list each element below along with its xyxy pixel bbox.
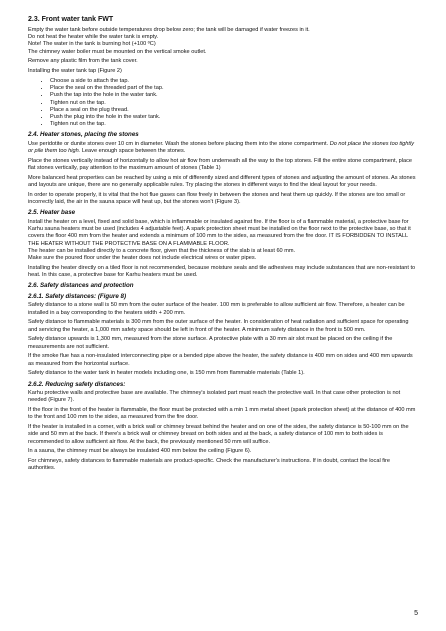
paragraph: Installing the water tank tap (Figure 2): [28, 68, 122, 75]
paragraph: Safety distance to flammable materials is 300 mm from the outer surface of the heater. In consideration of heat radiation and sufficient space for operating and servicing the heater, a 1,000 mm safety space should be left in front of the heater. A minimum safety distance in the front is 500 mm.: [28, 319, 409, 333]
list-item: • Tighten nut on the tap.: [50, 100, 418, 107]
list-item: • Tighten nut on the tap.: [50, 121, 418, 128]
section-heading: 2.3. Front water tank FWT: [28, 16, 114, 23]
warning-paragraph: [28, 27, 418, 56]
subsection-heading: 2.6.2. Reducing safety distances:: [28, 380, 126, 388]
section-heading: 2.6. Safety distances and protection: [28, 282, 134, 290]
list-item: • Push the plug into the hole in the water tank.: [50, 114, 418, 121]
list-item: • Place the seal on the threaded part of the tap.: [50, 85, 418, 92]
paragraph: [28, 141, 418, 155]
page-number: 5: [414, 609, 418, 617]
text-line: Empty the water tank before outside temperatures drop below zero; the tank will be damaged if water freezes in it.: [28, 27, 310, 33]
italic-note: Do not place the stones too tightly or pile them too high.: [28, 141, 414, 155]
paragraph: In order to operate properly, it is vital that the hot flue gases can flow freely in between the stones and heat them up quickly. If the stones are too small or incorrectly laid, the air in the sauna space will heat up, but the stones won't (Figure 3).: [28, 192, 406, 206]
text-line: Make sure the poured floor under the heater does not include electrical wires or water pipes.: [28, 255, 257, 262]
section-heater-base: [28, 209, 418, 279]
paragraph: More balanced heat properties can be reached by using a mix of differently sized and different types of stones and adjusting the amount of stones. As stones and layouts are unique, there are no generally applicable rules. Try placing the stones in different ways to find the ideal layout for your needs.: [28, 175, 416, 189]
section-heater-stones: [28, 131, 418, 206]
paragraph: Safety distance to a stone wall is 50 mm from the outer surface of the heater. 100 mm is preferable to allow sufficient air flow. Therefore, a heater can be installed in a bay corresponding to the heaters width + 200 mm.: [28, 302, 405, 316]
paragraph: Place the stones vertically instead of horizontally to allow hot air flow from underneath all the way to the top stones. Fill the entire stone compartment, place flat stones vertically, pay attention to the maximum amount of stones (Table 1): [28, 158, 412, 172]
section-heading: 2.4. Heater stones, placing the stones: [28, 131, 139, 139]
section-heading: 2.5. Heater base: [28, 209, 76, 217]
text-line: Do not heat the heater while the water tank is empty.: [28, 34, 159, 41]
subsection-heading: 2.6.1. Safety distances: (Figure 8): [28, 292, 127, 300]
text-span: Leave enough space between the stones.: [81, 148, 186, 155]
text-span: Install the heater on a level, fixed and solid base, which is inflammable or insulated against fire. If the floor is of a flammable material, a protective base for Karhu sauna heaters must be used (includes 4 adjustable feet). A spark protection sheet must be installed on the floor next to the protective base, so that it covers the floor 400 mm from the heater and extends a minimum of 100 mm to the sides, as measured from the fire door. IT IS FORBIDDEN TO INSTALL THE HEATER WITHOUT THE PROTECTIVE BASE ON A FLAMMABLE FLOOR.: [28, 219, 411, 247]
paragraph: Safety distance to the water tank in heater models including one, is 150 mm from flammable materials (Table 1).: [28, 370, 305, 377]
tap-installation-steps: [28, 78, 418, 128]
text-line: The heater can be installed directly to a concrete floor, given that the thickness of the slab is at least 60 mm.: [28, 247, 296, 254]
paragraph: Safety distance upwards is 1,300 mm, measured from the stone surface. A protective plate with a 30 mm air slot must be placed on the ceiling if the measurements are not sufficient.: [28, 336, 393, 350]
section-safety-distances: [28, 282, 418, 472]
paragraph: If the floor in the front of the heater is flammable, the floor must be protected with a min 1 mm metal sheet (spark protection sheet) at the distance of 400 mm to the front and 100 mm to the sides, as measured from the fire door.: [28, 407, 416, 421]
paragraph: For chimneys, safety distances to flammable materials are product-specific. Check the manufacturer's instructions. If in doubt, contact the local fire authorities.: [28, 458, 391, 472]
list-item: • Choose a side to attach the tap.: [50, 78, 418, 85]
text-span: Use peridotite or dunite stones over 10 cm in diameter. Wash the stones before placing them into the stone compartment.: [28, 141, 329, 148]
paragraph: Installing the heater directly on a tiled floor is not recommended, because moisture seals and tile adhesives may include substances that are non-resistant to heat. In this case, a protective base for Karhu heaters must be used.: [28, 264, 416, 279]
paragraph: If the heater is installed in a corner, with a brick wall or chimney breast behind the heater and on one of the sides, the safety distance is 50-100 mm on the side and 50 mm at the back. If there's a brick wall or chimney breast on both sides and at the back, a safety distance of 100 mm to both sides is recommended to allow sufficient air flow. At the back, the previously mentioned 50 mm will suffice.: [28, 424, 409, 445]
paragraph: If the smoke flue has a non-insulated interconnecting pipe or a bended pipe above the heater, the safety distance is 400 mm on sides and 400 mm upwards as measured from the horizontal surface.: [28, 353, 413, 367]
text-line: Note! The water in the tank is burning hot (+100 ºC): [28, 41, 156, 48]
paragraph: In a sauna, the chimney must be always be insulated 400 mm below the ceiling (Figure 6).: [28, 448, 252, 455]
paragraph: [28, 219, 418, 262]
text-line: The chimney water boiler must be mounted on the vertical smoke outlet.: [28, 48, 207, 55]
section-front-water-tank: [28, 16, 418, 128]
paragraph: Remove any plastic film from the tank cover.: [28, 58, 138, 65]
list-item: • Push the tap into the hole in the water tank.: [50, 92, 418, 99]
paragraph: Karhu protective walls and protective base are available. The chimney's isolated part must reach the protective wall. In that case other protection is not needed (Figure 7).: [28, 390, 401, 404]
list-item: • Place a seal on the plug thread.: [50, 107, 418, 114]
